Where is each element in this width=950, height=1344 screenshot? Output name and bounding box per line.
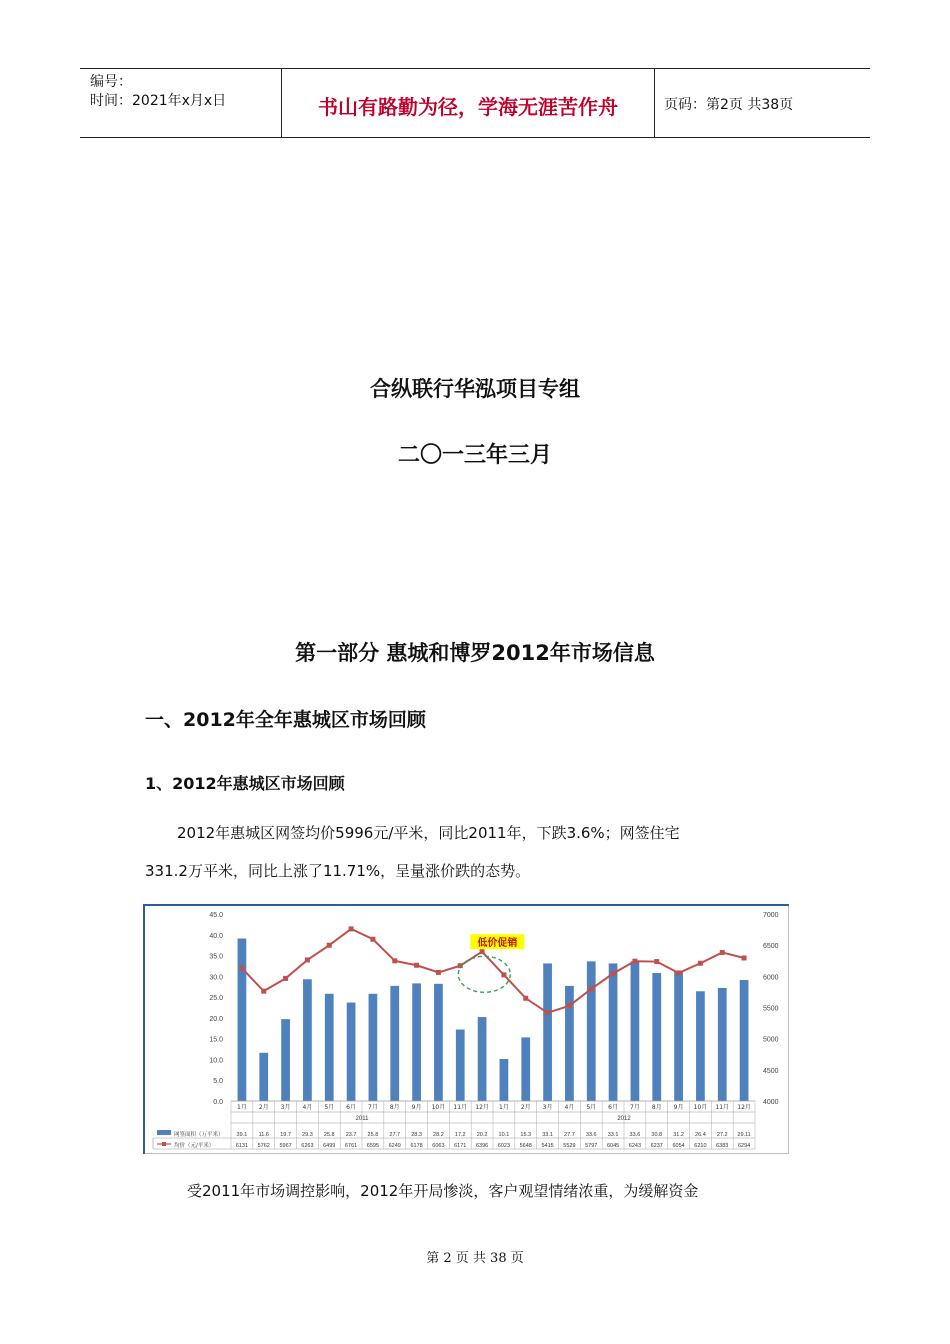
- x-tick-label: 10月: [693, 1104, 708, 1111]
- header-page-code: 页码：第2页 共38页: [664, 97, 794, 113]
- table-cell-price: 6131: [235, 1143, 249, 1149]
- table-cell-area: 26.4: [695, 1132, 706, 1138]
- left-axis-tick-label: 40.0: [209, 932, 223, 940]
- table-cell-price: 6243: [628, 1143, 642, 1149]
- x-tick-label: 12月: [737, 1104, 751, 1111]
- x-tick-label: 8月: [651, 1104, 662, 1111]
- line-point: [698, 961, 703, 966]
- table-cell-area: 39.1: [236, 1132, 248, 1138]
- left-axis-tick-label: 20.0: [209, 1015, 223, 1023]
- bar: [412, 983, 421, 1101]
- right-axis-tick-label: 6000: [763, 974, 779, 982]
- legend-label-line: 均价（元/平米）: [174, 1143, 215, 1149]
- bar: [631, 961, 640, 1101]
- x-tick-label: 5月: [324, 1104, 335, 1111]
- left-axis-tick-label: 30.0: [209, 974, 223, 982]
- subsection-title: 1、2012年惠城区市场回顾: [145, 774, 345, 793]
- bar: [740, 980, 749, 1101]
- page-header: [80, 68, 870, 138]
- header-meta: [90, 73, 226, 111]
- bar: [587, 961, 596, 1101]
- cover-date: 二〇一三年三月: [397, 443, 552, 468]
- bar: [478, 1017, 487, 1101]
- x-tick-label: 1月: [237, 1104, 247, 1111]
- table-cell-price: 6045: [606, 1143, 620, 1149]
- bar: [609, 963, 618, 1101]
- table-cell-area: 29.11: [737, 1132, 751, 1138]
- table-cell-price: 6178: [410, 1143, 423, 1149]
- left-axis-tick-label: 0.0: [213, 1099, 223, 1106]
- right-axis-tick-label: 4500: [763, 1067, 779, 1075]
- bar: [390, 986, 399, 1101]
- line-point: [567, 1003, 572, 1008]
- x-tick-label: 2月: [258, 1104, 269, 1111]
- table-cell-price: 6237: [650, 1143, 663, 1149]
- x-tick-label: 3月: [542, 1104, 553, 1111]
- x-tick-label: 5月: [586, 1104, 597, 1111]
- table-cell-price: 6595: [366, 1143, 380, 1149]
- x-tick-label: 9月: [411, 1104, 422, 1111]
- right-axis-tick-label: 5500: [763, 1005, 779, 1013]
- header-motto: 书山有路勤为径，学海无涯苦作舟: [318, 95, 618, 119]
- bar: [238, 939, 247, 1101]
- line-point: [720, 950, 725, 955]
- chart-svg: [143, 904, 789, 1154]
- table-cell-area: 25.8: [367, 1132, 379, 1138]
- table-cell-area: 23.7: [345, 1132, 357, 1138]
- table-cell-area: 33.1: [542, 1132, 553, 1138]
- line-point: [392, 958, 397, 963]
- line-point: [480, 949, 485, 954]
- right-axis-tick-label: 4000: [763, 1099, 779, 1106]
- x-tick-label: 8月: [389, 1104, 400, 1111]
- table-cell-price: 6063: [432, 1143, 445, 1149]
- section-title: 一、2012年全年惠城区市场回顾: [145, 709, 426, 731]
- line-point: [742, 956, 747, 961]
- x-tick-label: 12月: [475, 1104, 489, 1111]
- x-tick-label: 4月: [564, 1104, 575, 1111]
- bar: [696, 991, 705, 1101]
- table-cell-area: 33.6: [585, 1132, 597, 1138]
- x-tick-label: 6月: [346, 1104, 356, 1111]
- table-cell-area: 29.3: [302, 1132, 313, 1138]
- table-cell-area: 27.7: [564, 1132, 575, 1138]
- annotation-label: 低价促销: [477, 938, 518, 950]
- x-tick-label: 11月: [715, 1104, 730, 1111]
- table-cell-price: 6761: [344, 1143, 358, 1149]
- x-tick-label: 4月: [302, 1104, 313, 1111]
- table-cell-area: 25.8: [323, 1132, 335, 1138]
- table-cell-area: 19.7: [280, 1132, 291, 1138]
- x-tick-label: 7月: [630, 1104, 640, 1111]
- line-point: [305, 957, 310, 962]
- table-cell-price: 6023: [497, 1143, 511, 1149]
- table-cell-area: 27.2: [716, 1132, 728, 1138]
- bar: [434, 984, 443, 1101]
- x-tick-label: 11月: [453, 1104, 468, 1111]
- left-axis-tick-label: 35.0: [209, 953, 223, 961]
- table-cell-area: 31.2: [673, 1132, 684, 1138]
- table-cell-price: 5967: [279, 1143, 292, 1149]
- bar: [500, 1059, 509, 1101]
- x-tick-label: 1月: [499, 1104, 509, 1111]
- table-cell-price: 5762: [257, 1143, 270, 1149]
- header-number-label: 编号：: [90, 74, 132, 90]
- line-point: [283, 976, 288, 981]
- x-tick-label: 3月: [280, 1104, 291, 1111]
- line-point: [611, 971, 616, 976]
- x-tick-label: 2月: [520, 1104, 531, 1111]
- table-cell-price: 6383: [716, 1143, 729, 1149]
- table-cell-area: 11.6: [258, 1132, 269, 1138]
- bar: [259, 1053, 268, 1101]
- table-cell-price: 6210: [694, 1143, 707, 1149]
- x-tick-label: 10月: [431, 1104, 446, 1111]
- table-cell-area: 27.7: [389, 1132, 401, 1138]
- table-cell-area: 10.1: [498, 1132, 510, 1138]
- market-chart: [143, 904, 789, 1154]
- bar: [456, 1030, 465, 1101]
- bar: [543, 963, 552, 1101]
- left-axis-tick-label: 25.0: [209, 995, 223, 1003]
- bar: [303, 979, 312, 1101]
- page-footer: 第 2 页 共 38 页: [426, 1251, 524, 1266]
- line-point: [654, 959, 659, 964]
- x-tick-label: 9月: [673, 1104, 684, 1111]
- table-cell-price: 6499: [323, 1143, 336, 1149]
- x-tick-label: 6月: [608, 1104, 618, 1111]
- table-cell-price: 6249: [388, 1143, 401, 1149]
- line-point: [501, 972, 506, 977]
- table-cell-area: 20.2: [476, 1132, 488, 1138]
- bar: [281, 1019, 290, 1101]
- table-cell-price: 6263: [301, 1143, 314, 1149]
- table-cell-area: 17.2: [454, 1132, 466, 1138]
- table-cell-price: 5648: [519, 1143, 532, 1149]
- bar: [652, 973, 661, 1101]
- table-cell-price: 5529: [563, 1143, 576, 1149]
- line-point: [589, 986, 594, 991]
- organization-title: 合纵联行华泓项目专组: [370, 377, 580, 401]
- table-cell-price: 6396: [475, 1143, 489, 1149]
- table-cell-area: 15.3: [520, 1132, 532, 1138]
- line-point: [349, 926, 354, 931]
- x-tick-label: 7月: [368, 1104, 378, 1111]
- line-point: [632, 959, 637, 964]
- bar: [369, 994, 378, 1101]
- year-group-label: 2012: [617, 1116, 631, 1122]
- legend-label-bar: 网签面积（万平米）: [174, 1132, 224, 1138]
- line-point: [545, 1010, 550, 1015]
- bar: [674, 971, 683, 1101]
- bar: [347, 1003, 356, 1101]
- line-point: [261, 989, 266, 994]
- table-cell-area: 30.8: [651, 1132, 663, 1138]
- line-point: [239, 966, 244, 971]
- paragraph-line: 2012年惠城区网签均价5996元/平米，同比2011年，下跌3.6%；网签住宅: [177, 824, 680, 842]
- legend-swatch-bar: [157, 1130, 171, 1135]
- table-cell-area: 28.2: [433, 1132, 444, 1138]
- paragraph-line: 331.2万平米，同比上涨了11.71%，呈量涨价跌的态势。: [145, 862, 531, 880]
- left-axis-tick-label: 10.0: [209, 1057, 223, 1065]
- header-time-label: 时间：2021年x月x日: [90, 93, 227, 109]
- table-cell-area: 33.1: [607, 1132, 619, 1138]
- line-point: [327, 943, 332, 948]
- table-cell-area: 33.6: [629, 1132, 641, 1138]
- line-point: [676, 970, 681, 975]
- left-axis-tick-label: 45.0: [209, 912, 223, 919]
- part-title: 第一部分 惠城和博罗2012年市场信息: [295, 641, 655, 665]
- right-axis-tick-label: 6500: [763, 943, 779, 951]
- right-axis-tick-label: 5000: [763, 1036, 779, 1044]
- line-point: [414, 963, 419, 968]
- line-point: [523, 996, 528, 1001]
- line-point: [436, 970, 441, 975]
- right-axis-tick-label: 7000: [763, 912, 779, 919]
- legend-swatch-marker: [162, 1142, 166, 1146]
- bar: [718, 988, 727, 1101]
- left-axis-tick-label: 5.0: [213, 1078, 223, 1086]
- table-cell-price: 6171: [454, 1143, 467, 1149]
- bar: [325, 994, 334, 1101]
- table-cell-price: 5797: [585, 1143, 598, 1149]
- table-cell-price: 6054: [672, 1143, 685, 1149]
- header-divider: [654, 69, 655, 137]
- left-axis-tick-label: 15.0: [209, 1036, 223, 1044]
- bar: [521, 1037, 530, 1101]
- year-group-label: 2011: [355, 1116, 369, 1122]
- paragraph-line: 受2011年市场调控影响，2012年开局惨淡，客户观望情绪浓重，为缓解资金: [187, 1182, 699, 1200]
- table-cell-price: 5415: [541, 1143, 554, 1149]
- line-point: [370, 937, 375, 942]
- table-cell-price: 6294: [737, 1143, 751, 1149]
- table-cell-area: 28.3: [411, 1132, 422, 1138]
